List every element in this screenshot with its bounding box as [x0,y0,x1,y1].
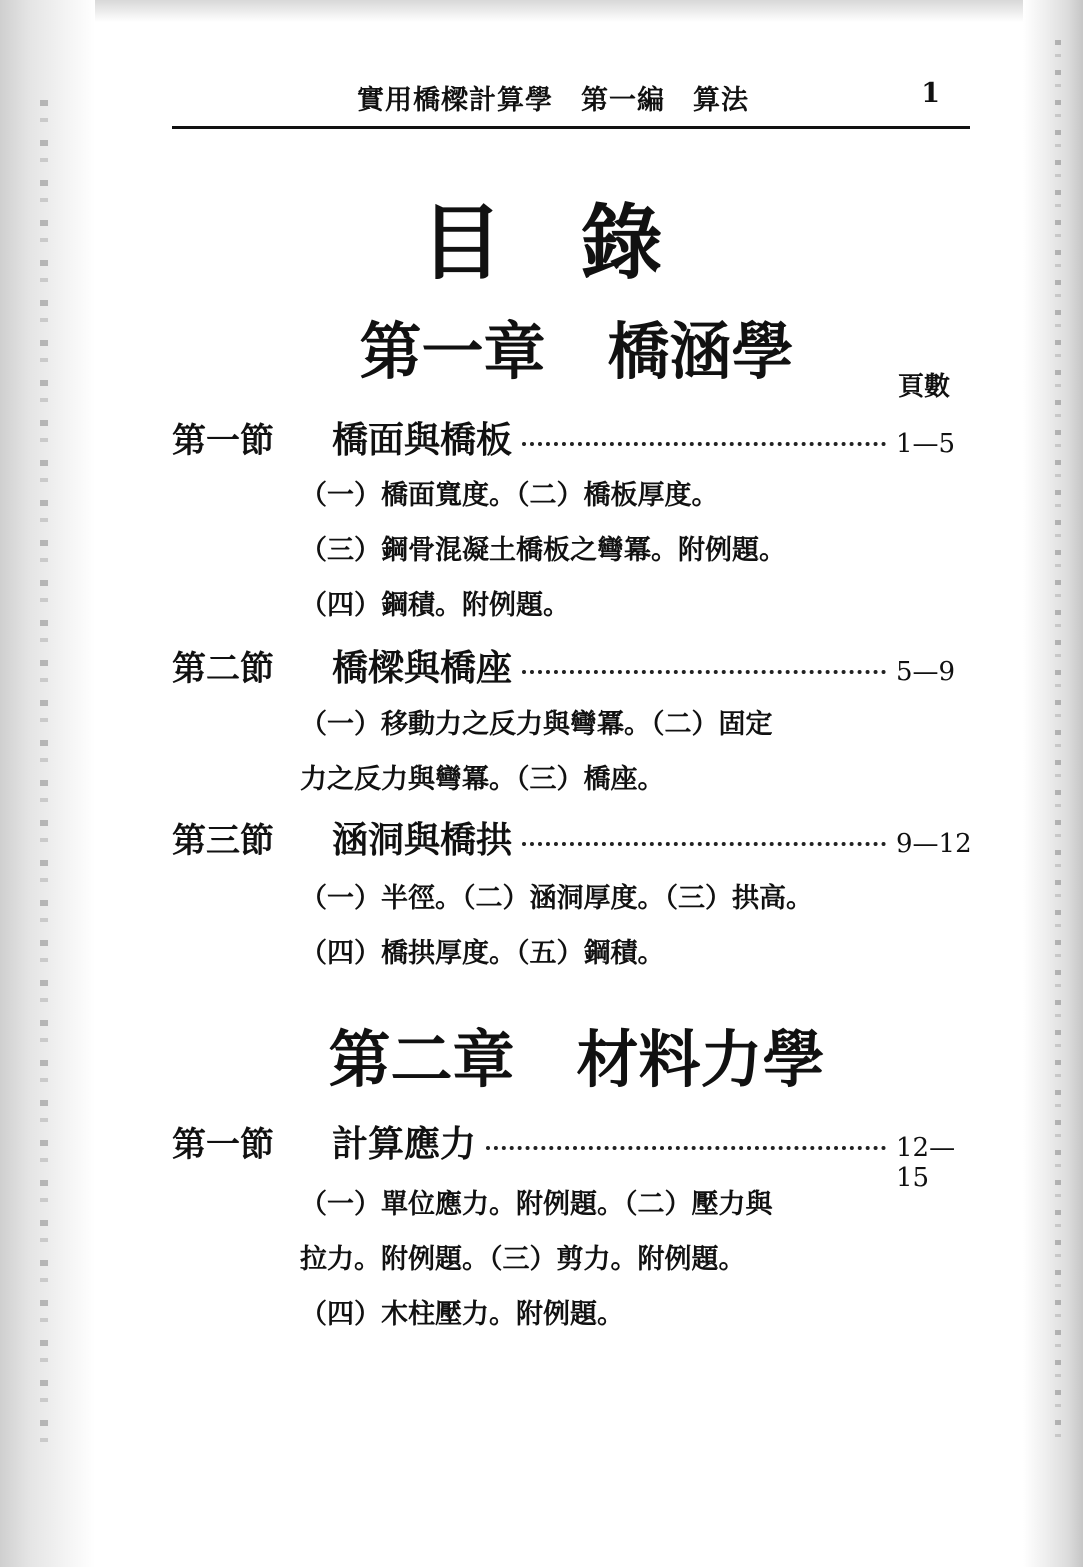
section-label: 第二節 [172,649,274,689]
running-header [172,78,970,122]
toc-entry[interactable] [172,1116,982,1193]
subsection-line: （三）鋼骨混凝土橋板之彎冪。附例題。 [300,535,786,566]
subsection-line: （一）橋面寬度。（二）橋板厚度。 [300,480,719,511]
section-label: 第一節 [172,421,274,461]
subsection-line: （一）單位應力。附例題。（二）壓力與 [300,1189,773,1220]
contents-title: 目錄 [420,196,741,291]
section-name: 橋面與橋板 [332,419,513,461]
dot-leader [486,1146,886,1150]
toc-entry[interactable] [172,640,982,688]
chapter-2-title: 第二章 材料力學 [328,1023,825,1096]
dot-leader [522,670,886,674]
subsection-line: （一）移動力之反力與彎冪。（二）固定 [300,709,773,740]
section-name: 涵洞與橋拱 [332,819,513,861]
chapter-1-title: 第一章 橋涵學 [359,315,794,388]
subsection-line: 拉力。附例題。（三）剪力。附例題。 [300,1244,746,1275]
subsection-line: （四）木柱壓力。附例題。 [300,1299,624,1330]
section-name: 橋樑與橋座 [332,647,513,689]
scan-edge-top [0,0,1083,22]
section-pages: 1—5 [896,429,956,459]
page-number: 1 [921,78,940,109]
section-label: 第三節 [172,821,274,861]
toc-entry[interactable] [172,412,982,460]
subsection-line: 力之反力與彎冪。（三）橋座。 [300,764,665,795]
section-pages: 5—9 [896,657,956,687]
page-column-label: 頁數 [898,372,951,402]
subsection-line: （一）半徑。（二）涵洞厚度。（三）拱高。 [300,883,813,914]
section-pages: 12—15 [896,1133,956,1193]
subsection-line: （四）橋拱厚度。（五）鋼積。 [300,938,665,969]
running-header-title: 實用橋樑計算學 第一編 算法 [357,85,749,116]
dot-leader [522,842,886,846]
subsection-line: （四）鋼積。附例題。 [300,590,570,621]
header-rule [172,126,970,129]
section-pages: 9—12 [896,829,972,859]
section-name: 計算應力 [332,1123,477,1165]
section-label: 第一節 [172,1125,274,1165]
toc-entry[interactable] [172,812,982,860]
dot-leader [522,442,886,446]
